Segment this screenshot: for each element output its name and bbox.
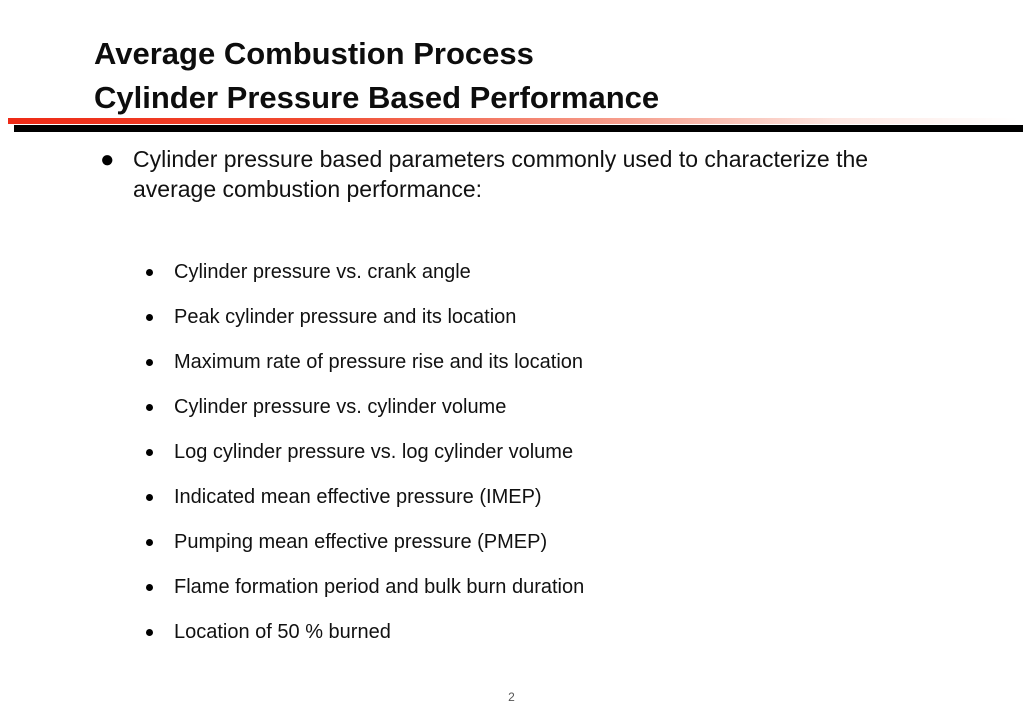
bullet-icon xyxy=(146,359,153,366)
list-item-label: Flame formation period and bulk burn duration xyxy=(174,576,585,598)
slide-title-line-2: Cylinder Pressure Based Performance xyxy=(94,80,660,115)
slide-title-line-1: Average Combustion Process xyxy=(94,36,534,71)
list-item xyxy=(146,573,584,618)
list-item-label: Peak cylinder pressure and its location xyxy=(174,306,517,328)
list-item-label: Cylinder pressure vs. crank angle xyxy=(174,261,471,283)
lead-bullet-icon: ● xyxy=(100,146,115,173)
bullet-icon xyxy=(146,269,153,276)
parameter-list xyxy=(146,258,584,663)
list-item xyxy=(146,483,584,528)
list-item xyxy=(146,348,584,393)
list-item xyxy=(146,303,584,348)
list-item xyxy=(146,393,584,438)
slide-title xyxy=(94,32,659,120)
list-item-label: Maximum rate of pressure rise and its location xyxy=(174,351,584,373)
bullet-icon xyxy=(146,494,153,501)
title-divider-black xyxy=(14,125,1023,132)
bullet-icon xyxy=(146,584,153,591)
page-number: 2 xyxy=(508,690,515,704)
bullet-icon xyxy=(146,449,153,456)
bullet-icon xyxy=(146,314,153,321)
bullet-icon xyxy=(146,404,153,411)
list-item-label: Cylinder pressure vs. cylinder volume xyxy=(174,396,507,418)
list-item xyxy=(146,258,584,303)
list-item-label: Log cylinder pressure vs. log cylinder volume xyxy=(174,441,574,463)
bullet-icon xyxy=(146,539,153,546)
list-item-label: Location of 50 % burned xyxy=(174,621,391,643)
list-item-label: Indicated mean effective pressure (IMEP) xyxy=(174,486,542,508)
list-item-label: Pumping mean effective pressure (PMEP) xyxy=(174,531,548,553)
bullet-icon xyxy=(146,629,153,636)
title-divider-red xyxy=(8,118,1018,124)
list-item xyxy=(146,438,584,483)
lead-text: Cylinder pressure based parameters commonly used to characterize the average combustion performance: xyxy=(133,146,869,202)
list-item xyxy=(146,528,584,573)
list-item xyxy=(146,618,584,663)
